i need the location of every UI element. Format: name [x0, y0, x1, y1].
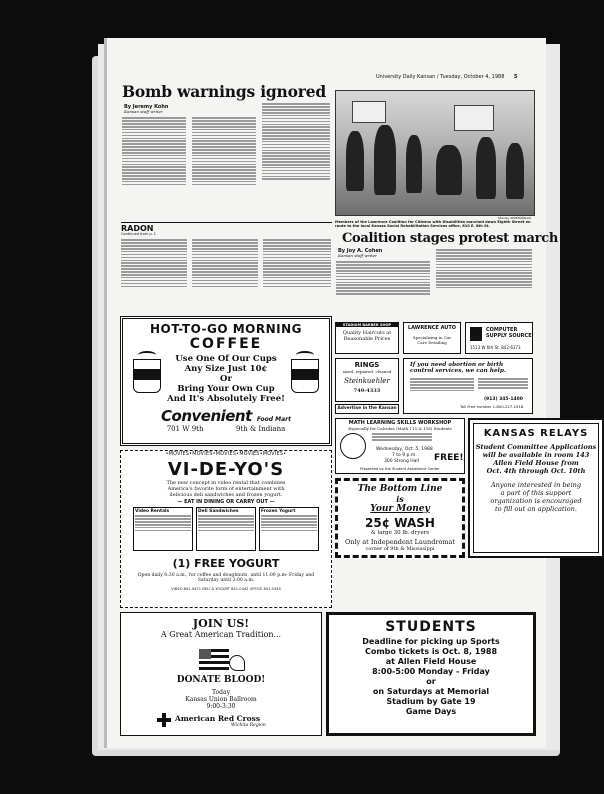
relays-line7: organization is encouraged [490, 497, 582, 505]
relays-line6: a part of this support [500, 489, 572, 497]
blood-ad-region: Wichita Region [231, 723, 266, 728]
article-text-column [192, 238, 258, 312]
students-line2: Combo tickets is Oct. 8, 1988 [364, 647, 498, 656]
laundromat-ad-title1: The Bottom Line [357, 484, 443, 494]
abortion-ad-phone: (913) 345-1400 [484, 397, 523, 402]
flag-and-eagle-icon [199, 647, 247, 677]
videos-title: VI-DE-YO'S [167, 459, 285, 480]
students-line1: Deadline for picking up Sports [362, 637, 500, 646]
math-ad-topics [372, 432, 432, 446]
coffee-ad-line3: Or [220, 374, 232, 384]
headline-coalition-protest: Coalition stages protest march [342, 231, 558, 246]
coffee-ad-address-right: 9th & Indiana [235, 425, 286, 433]
videos-col-yogurt: Frozen Yogurt [261, 509, 296, 514]
abortion-ad-tollfree: Toll Free number 1-800-227-1918 [460, 404, 524, 409]
videos-coupon[interactable]: (1) FREE YOGURT [172, 557, 280, 570]
rings-ad-title: RINGS [354, 361, 380, 369]
math-ad-free: FREE! [434, 453, 464, 463]
food-mart-label: Food Mart [256, 416, 291, 423]
blood-ad-place: Kansas Union Ballroom [185, 696, 257, 703]
computer-logo-icon [470, 327, 482, 341]
article-text-column [336, 260, 430, 312]
marcher-figure [506, 143, 524, 199]
auto-ad-line1: Specializing in Car [412, 335, 452, 340]
relays-line8: to fill out an application. [495, 505, 577, 513]
advertise-in-kansan-ad [335, 404, 399, 414]
math-ad-place: 300 Strong Hall [384, 459, 419, 464]
rings-ad-sub: sized, repaired, cleaned [342, 369, 392, 374]
laundromat-ad-dryers: & large 30 lb. dryers [370, 530, 430, 536]
students-line3: at Allen Field House [385, 657, 477, 666]
blood-ad-org: American Red Cross [175, 714, 261, 723]
rings-ad-phone: 749-4333 [353, 388, 381, 394]
coffee-ad-line2: Any Size Just 10¢ [184, 364, 268, 374]
videos-tag1: The new concept in video rental that combines [166, 480, 286, 486]
rings-ad-brand: Steinkuehler [344, 377, 390, 385]
blood-ad-day: Today [212, 689, 230, 696]
photo-caption: Members of the Lawrence Coalition for Citizens with Disabilities marched down Eighth Street en route to the local Kansas Social Rehabilitation Services office, 610 E. 8th St. [335, 220, 531, 229]
students-title: STUDENTS [385, 619, 477, 635]
article-text-column [121, 238, 187, 312]
students-combo-ad [326, 612, 536, 736]
article-text-column [436, 248, 532, 312]
blood-ad-title2: A Great American Tradition... [160, 630, 282, 639]
advertise-label: Advertise in the Kansan [337, 406, 397, 411]
students-line8: Game Days [405, 707, 457, 716]
relays-title: KANSAS RELAYS [483, 428, 589, 439]
computer-ad-address: 1513 W 6th St. 842-6373 [470, 345, 521, 350]
computer-ad-line1: COMPUTER [486, 327, 518, 333]
math-ad-presented: Presented by the Student Assistance Center [360, 467, 440, 471]
laundromat-ad-price: 25¢ WASH [365, 516, 435, 530]
barber-ad-line2: Reasonable Prices [343, 336, 391, 342]
photo-credit: Stanley Staff/KANSAN [498, 216, 531, 220]
byline-story1: By Jeremy Kohn [124, 104, 169, 110]
math-ad-time: 7 to 9 p.m. [392, 453, 417, 458]
videos-tag3: delicious deli sandwiches and frozen yogurt. [169, 492, 283, 498]
coffee-ad-address-left: 701 W 9th [166, 425, 204, 433]
coffee-ad-subtitle: COFFEE [189, 336, 263, 352]
blood-drive-ad [120, 612, 322, 736]
marcher-figure [374, 125, 396, 195]
coffee-cup-icon [133, 359, 161, 393]
protest-march-photo [335, 90, 535, 216]
math-ad-date: Wednesday, Oct. 5, 1988 [376, 447, 433, 452]
blood-ad-hours: 9:00-3:30 [206, 703, 236, 710]
relays-line2: will be available in room 143 [482, 451, 590, 459]
videyos-ad [120, 450, 332, 608]
videos-col-deli: Deli Sandwiches [198, 509, 239, 514]
header-text: University Daily Kansan / Tuesday, October 4, 1988 [376, 74, 505, 80]
article-text-column [263, 238, 331, 312]
marcher-figure [476, 137, 496, 199]
barber-ad-line1: Quality Haircuts at [342, 330, 392, 336]
laundromat-ad [335, 478, 465, 558]
marcher-figure [346, 131, 364, 191]
coffee-ad-line5: And It's Absolutely Free! [167, 394, 285, 404]
videos-col-yogurt-list [261, 515, 317, 549]
laundromat-ad-title2: is [396, 494, 404, 504]
computer-supply-ad [465, 322, 533, 354]
coffee-cup-icon [291, 359, 319, 393]
article-text-column [192, 116, 256, 218]
computer-ad-line2: SUPPLY SOURCE [486, 333, 532, 339]
laundromat-ad-place1: Only at Independent Laundromat [344, 538, 456, 546]
kansas-relays-ad [468, 418, 604, 558]
laundromat-ad-title3: Your Money [370, 504, 430, 514]
barber-shop-ad [335, 322, 399, 354]
videos-col-rentals-list [135, 515, 191, 549]
relays-line1: Student Committee Applications [475, 443, 597, 451]
page-number: 5 [513, 74, 518, 80]
videos-col-deli-list [198, 515, 254, 549]
relays-line5: Anyone interested in being [490, 481, 582, 489]
math-ad-sub: Especially for Calculus (Math 115 & 116) Students [348, 426, 452, 431]
math-workshop-ad [335, 418, 465, 474]
videos-tag2: America's favorite form of entertainment with [167, 486, 285, 492]
relays-line3: Allen Field House from [493, 459, 579, 467]
marcher-figure [406, 135, 422, 193]
coffee-ad-line1: Use One Of Our Cups [175, 354, 277, 364]
protest-sign [352, 101, 386, 123]
coffee-ad [120, 316, 332, 446]
auto-ad [403, 322, 461, 354]
protest-sign [454, 105, 494, 131]
abortion-ad-line2: control services, we can help. [410, 368, 506, 374]
blood-ad-donate: DONATE BLOOD! [176, 675, 266, 685]
relays-line4: Oct. 4th through Oct. 10th [486, 467, 586, 475]
newspaper-page [104, 38, 597, 748]
auto-ad-line2: Care Detailing [417, 340, 447, 345]
barber-ad-title: STADIUM BARBER SHOP [336, 323, 398, 327]
math-ad-title: MATH LEARNING SKILLS WORKSHOP [348, 420, 452, 426]
radon-section-title: RADON [121, 222, 332, 233]
videos-marquee: •MOVIES•MOVIES•MOVIES•MOVIES•MOVIES• [165, 452, 287, 457]
article-text-column [262, 102, 330, 218]
abortion-ad-line1: If you need abortion or birth [410, 362, 504, 368]
byline-role-story1: Kansan staff writer [124, 109, 163, 114]
blood-ad-title1: JOIN US! [192, 617, 250, 630]
student-center-seal-icon [340, 433, 366, 459]
students-line6: on Saturdays at Memorial [372, 687, 490, 696]
videos-hours: Open daily 6:30 a.m., for coffee and doughnuts, until 11:00 p.m- Friday and Saturday until 3:00 a.m. [137, 573, 315, 584]
page-header [376, 74, 517, 80]
byline-story2: By Joy A. Cohen [338, 248, 383, 254]
abortion-ad-address [478, 377, 528, 393]
students-line4: 8:00-5:00 Monday - Friday [372, 667, 490, 676]
red-cross-icon [157, 713, 171, 727]
auto-ad-title: LAWRENCE AUTO [407, 325, 457, 331]
byline-role-story2: Kansan staff writer [338, 253, 377, 258]
abortion-ad-list [410, 377, 474, 397]
wheelchair-figure [436, 145, 462, 195]
videos-eat-in: — EAT IN DINING OR CARRY OUT — [177, 499, 275, 505]
convenient-logo: Convenient [161, 407, 252, 425]
laundromat-ad-place2: corner of 9th & Mississippi [365, 546, 435, 552]
coffee-ad-line4: Bring Your Own Cup [177, 384, 275, 394]
rings-ad [335, 358, 399, 402]
headline-bomb-warnings: Bomb warnings ignored [122, 82, 327, 101]
coffee-ad-title: HOT-TO-GO MORNING [150, 322, 302, 336]
videos-col-rentals: Video Rentals [135, 509, 170, 514]
videos-footer: VIDEO 841-0471 DELI & YOGURT 841-0442 OFFICE 841-0344 [171, 586, 281, 591]
abortion-services-ad [403, 358, 533, 414]
students-line7: Stadium by Gate 19 [386, 697, 476, 706]
article-text-column [122, 116, 186, 218]
students-line5: or [426, 677, 436, 686]
radon-continued-note: Continued from p. 1 [121, 232, 157, 236]
